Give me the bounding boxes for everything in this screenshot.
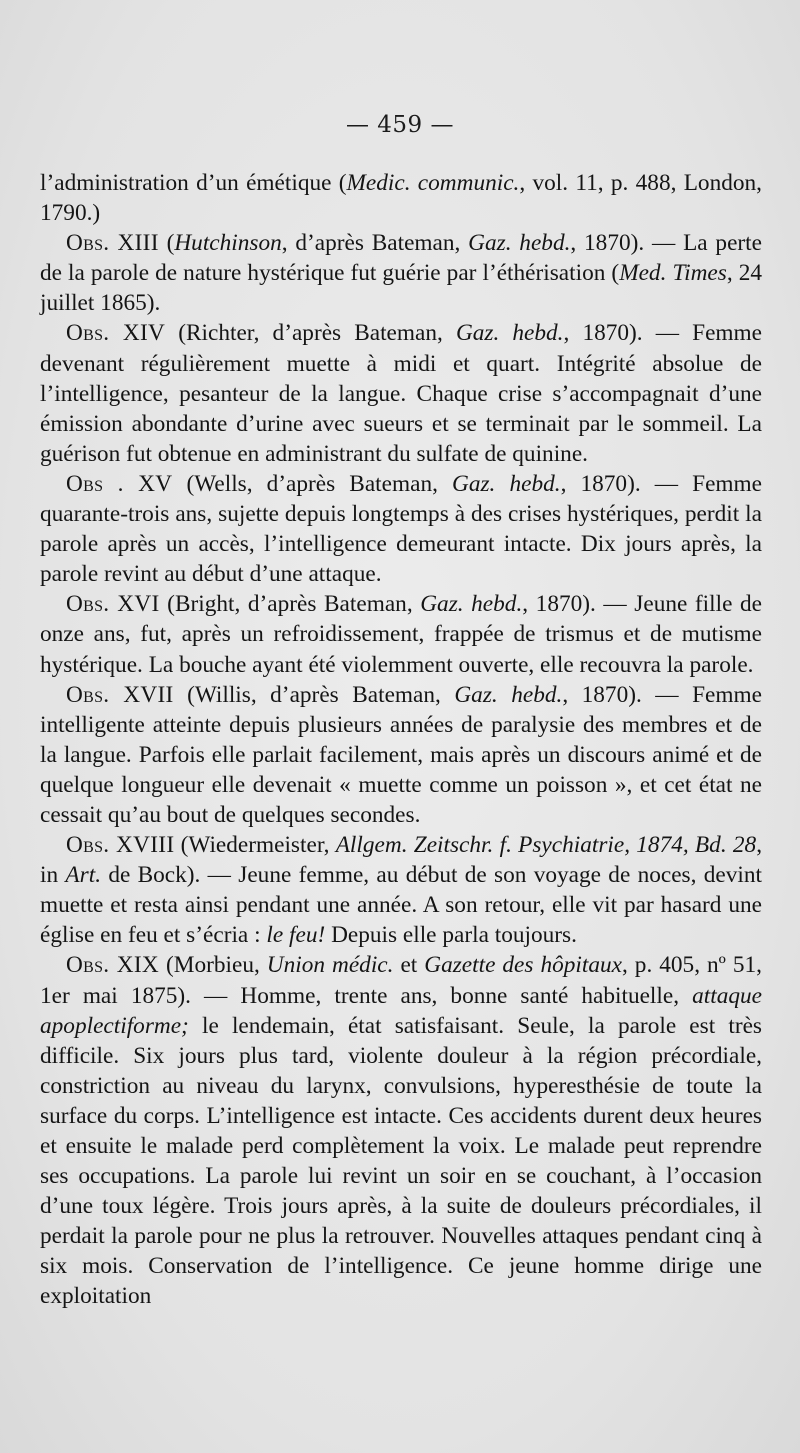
text-run: , d’après Bateman, (281, 230, 469, 257)
paragraph-obs-13 (40, 228, 762, 318)
paragraph-obs-18 (40, 830, 762, 950)
observation-label: Obs. XVII (66, 681, 174, 708)
text-run: (Richter, d’après Bateman, (165, 320, 456, 347)
text-run: (Wells, d’après Bateman, (172, 470, 453, 497)
text-run: , 24 juillet 1865). (40, 260, 762, 317)
paragraph-obs-16 (40, 589, 762, 679)
observation-label: Obs . XV (66, 470, 173, 497)
paragraph-obs-14 (40, 318, 762, 468)
paragraph-obs-15 (40, 469, 762, 589)
text-run: et (393, 952, 425, 979)
text-run: (Bright, d’après Bateman, (159, 591, 421, 618)
text-run: (Morbieu, (159, 952, 267, 979)
italic-run: Gaz. hebd. (420, 591, 523, 618)
italic-run: Medic. communic. (346, 170, 520, 196)
text-run: , 1870). — Jeune fille de onze ans, fut, après un refroidissement, frappée de trismus et de mutisme hystérique. La bouche ayant été violemment ouverte, elle recouvra la parole. (40, 591, 762, 678)
observation-label: Obs. XVI (66, 591, 160, 618)
italic-run: Gazette des hôpitaux (424, 952, 622, 979)
observation-label: Obs. XVIII (66, 832, 175, 859)
paragraph-obs-19 (40, 950, 762, 1311)
italic-run: Allgem. Zeitschr. f. Psychiatrie, 1874, Bd. 28 (335, 832, 757, 859)
page-number: — 459 — (345, 112, 455, 138)
body-text (40, 168, 762, 1312)
text-run: (Wiedermeister, (174, 832, 336, 859)
italic-run: attaque apoplectiforme; (40, 982, 762, 1039)
text-run: l’administration d’un émétique ( (40, 170, 347, 196)
italic-run: Union médic. (266, 952, 394, 979)
text-run: Depuis elle parla toujours. (325, 922, 577, 949)
text-run: , 1870). — Femme intelligente atteinte depuis plusieurs années de paralysie des membres et de la langue. Parfois elle parlait facilement, mais après un discours animé et de quelque longueur elle devenait « muette comme un poisson », et cet état ne cessait qu’au bout de quelques secondes. (40, 681, 762, 828)
italic-run: le feu! (266, 922, 326, 949)
text-run: , 1870). — Femme devenant régulièrement muette à midi et quart. Intégrité absolue de l’intelligence, pesanteur de la langue. Chaque crise s’accompagnait d’une émission abondante d’urine avec sueurs et se terminait par le sommeil. La guérison fut obtenue en administrant du sulfate de quinine. (40, 320, 762, 467)
italic-run: Gaz. hebd. (468, 230, 571, 257)
italic-run: Hutchinson (174, 230, 282, 257)
observation-label: Obs. XIII (66, 230, 159, 257)
italic-run: Gaz. hebd. (454, 681, 563, 708)
text-run: de Bock). — Jeune femme, au début de son voyage de noces, devint muette et resta ainsi pendant une année. A son retour, elle vit par hasard une église en feu et s’écria : (40, 862, 762, 949)
observation-label: Obs. XIX (66, 952, 160, 979)
paragraph-continuation (40, 168, 762, 228)
text-run: , in (40, 832, 763, 889)
italic-run: Med. Times (619, 260, 727, 287)
paragraph-obs-17 (40, 680, 762, 830)
text-run: , p. 405, nº 51, 1er mai 1875). — Homme, trente ans, bonne santé habituelle, (40, 952, 762, 1009)
italic-run: Gaz. hebd. (452, 470, 561, 497)
text-run: , 1870). — Femme quarante-trois ans, sujette depuis longtemps à des crises hystériques, perdit la parole après un accès, l’intelligence demeurant intacte. Dix jours après, la parole revint au début d’une attaque. (40, 470, 762, 588)
text-run: (Willis, d’après Bateman, (173, 681, 455, 708)
italic-run: Gaz. hebd. (455, 320, 564, 347)
observation-label: Obs. XIV (66, 320, 166, 347)
text-run: ( (158, 230, 175, 257)
italic-run: Art. (65, 862, 102, 889)
text-run: le lendemain, état satisfaisant. Seule, la parole est très difficile. Six jours plus tard, violente douleur à la région précordiale, constriction au niveau du larynx, convulsions, hyperesthésie de toute la surface du corps. L’intelligence est intacte. Ces accidents durent deux heures et ensuite le malade perd complètement la voix. Le malade peut reprendre ses occupations. La parole lui revint un soir en se couchant, à l’occasion d’une toux légère. Trois jours après, à la suite de douleurs précordiales, il perdait la parole pour ne plus la retrouver. Nouvelles attaques pendant cinq à six mois. Conservation de l’intelligence. Ce jeune homme dirige une exploitation (40, 1012, 762, 1310)
text-run: , vol. 11, p. 488, London, 1790.) (40, 170, 762, 227)
text-run: , 1870). — La perte de la parole de nature hystérique fut guérie par l’éthérisation ( (40, 230, 762, 287)
